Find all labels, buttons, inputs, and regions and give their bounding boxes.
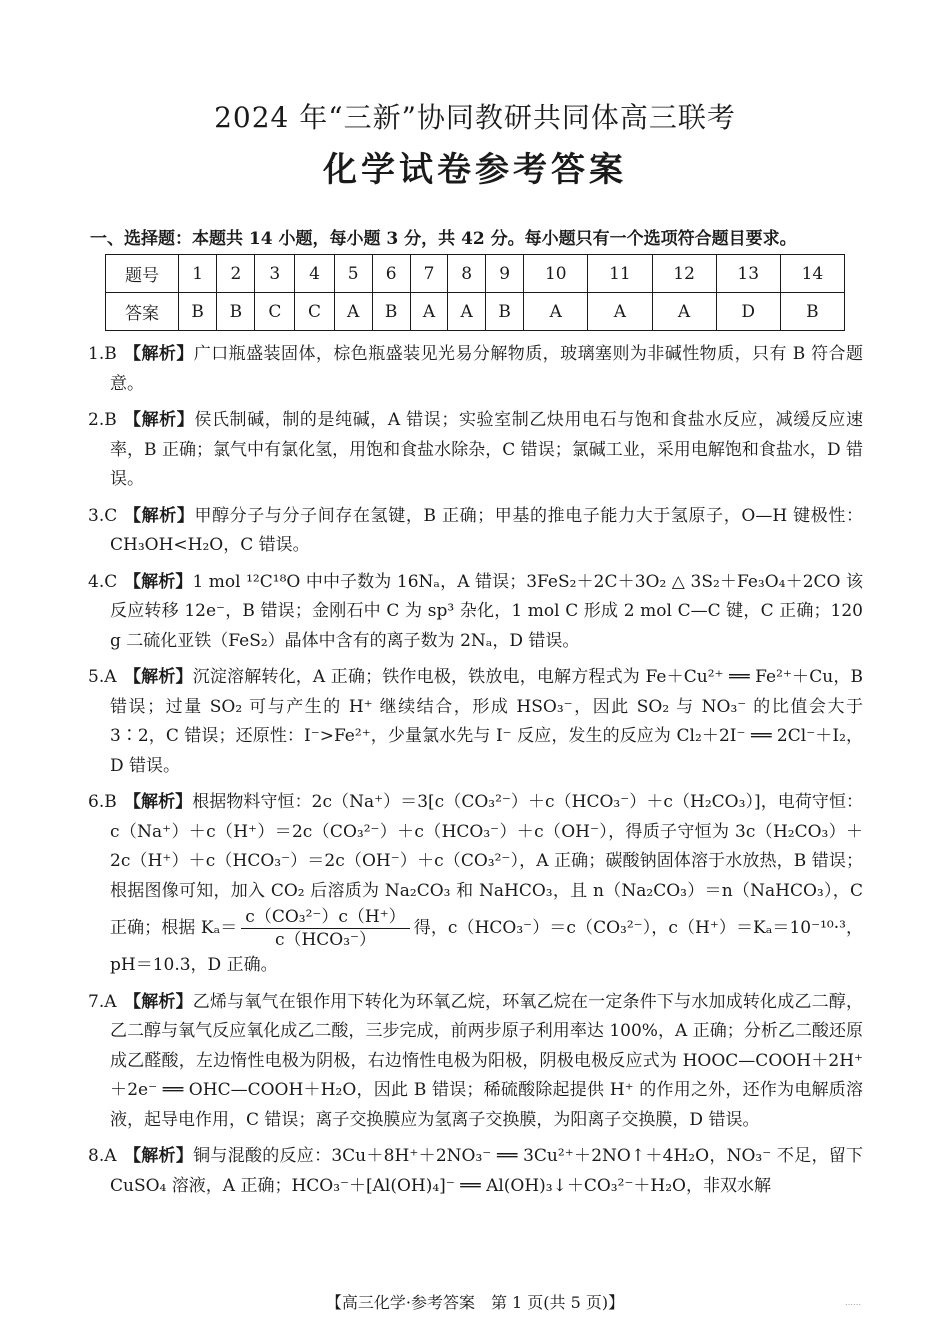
- table-cell: 3: [255, 255, 295, 293]
- page-footer: 【高三化学·参考答案 第 1 页(共 5 页)】: [325, 1293, 625, 1312]
- table-cell: A: [524, 293, 588, 331]
- row-label-answer: 答案: [106, 293, 179, 331]
- fraction-numerator: c（CO₃²⁻）c（H⁺）: [241, 906, 409, 929]
- table-cell: D: [716, 293, 780, 331]
- explanation-text: 沉淀溶解转化，A 正确；铁作电极，铁放电，电解方程式为 Fe＋Cu²⁺ ══ Fe²⁺＋Cu，B 错误；过量 SO₂ 可与产生的 H⁺ 继续结合，形成 HSO₃⁻，因此 SO₂ 与 NO₃⁻ 的比值会大于 3∶2，C 错误；还原性：I⁻>Fe²⁺，少量氯水先与 I⁻ 反应，发生的反应为 Cl₂＋2I⁻ ══ 2Cl⁻＋I₂，D 错误。: [110, 667, 863, 776]
- explanation-text-continued: 得，c（HCO₃⁻）＝c（CO₃²⁻），c（H⁺）＝Kₐ＝10⁻¹⁰·³，pH＝10.3，D 正确。: [110, 918, 863, 975]
- explanation-text: 根据物料守恒：2c（Na⁺）＝3[c（CO₃²⁻）＋c（HCO₃⁻）＋c（H₂CO₃）]，电荷守恒：c（Na⁺）＋c（H⁺）＝2c（CO₃²⁻）＋c（HCO₃⁻）＋c（OH⁻），得质子守恒为 3c（H₂CO₃）＋2c（H⁺）＋c（HCO₃⁻）＝2c（OH⁻）＋c（CO₃²⁻），A 正确；碳酸钠固体溶于水放热，B 错误；根据图像可知，加入 CO₂ 后溶质为 Na₂CO₃ 和 NaHCO₃，且 n（Na₂CO₃）＝n（NaHCO₃），C 正确；根据 Kₐ＝: [110, 792, 864, 938]
- table-cell: 13: [716, 255, 780, 293]
- table-cell: B: [485, 293, 523, 331]
- explanation-item: [88, 988, 863, 1136]
- explanation-item: [88, 788, 863, 981]
- table-cell: 8: [448, 255, 486, 293]
- explanation-text: 甲醇分子与分子间存在氢键，B 正确；甲基的推电子能力大于氢原子，O—H 键极性：CH₃OH<H₂O，C 错误。: [110, 505, 864, 555]
- corner-mark: ……: [845, 1298, 861, 1307]
- explanation-text: 铜与混酸的反应：3Cu＋8H⁺＋2NO₃⁻ ══ 3Cu²⁺＋2NO↑＋4H₂O，NO₃⁻ 不足，留下 CuSO₄ 溶液，A 正确；HCO₃⁻＋[Al(OH)₄]⁻ ══ Al(OH)₃↓＋CO₃²⁻＋H₂O，非双水解: [110, 1146, 863, 1196]
- analysis-tag: 【解析】: [124, 667, 193, 687]
- answer-table: [105, 254, 845, 331]
- ka-fraction: [241, 906, 409, 951]
- title-line1: 2024 年“三新”协同教研共同体高三联考: [214, 101, 736, 134]
- explanation-item: [88, 502, 863, 561]
- item-number: 5.A: [88, 667, 117, 687]
- table-cell: 1: [179, 255, 217, 293]
- table-cell: A: [588, 293, 652, 331]
- table-cell: 5: [334, 255, 372, 293]
- table-cell: B: [372, 293, 410, 331]
- explanation-text: 1 mol ¹²C¹⁸O 中中子数为 16Nₐ，A 错误；3FeS₂＋2C＋3O₂ △ 3S₂＋Fe₃O₄＋2CO 该反应转移 12e⁻，B 错误；金刚石中 C 为 sp³ 杂化，1 mol C 形成 2 mol C—C 键，C 正确；120 g 二硫化亚铁（FeS₂）晶体中含有的离子数为 2Nₐ，D 错误。: [110, 571, 864, 651]
- table-cell: A: [410, 293, 448, 331]
- item-number: 6.B: [88, 792, 117, 812]
- table-cell: 11: [588, 255, 652, 293]
- analysis-tag: 【解析】: [124, 410, 195, 430]
- explanation-text: 广口瓶盛装固体，棕色瓶盛装见光易分解物质，玻璃塞则为非碱性物质，只有 B 符合题意。: [110, 344, 863, 394]
- explanation-item: [88, 663, 863, 781]
- table-cell: A: [334, 293, 372, 331]
- analysis-tag: 【解析】: [124, 344, 194, 364]
- table-cell: 4: [295, 255, 335, 293]
- item-number: 3.C: [88, 505, 118, 526]
- table-row-answers: [106, 293, 845, 331]
- table-cell: A: [448, 293, 486, 331]
- table-cell: 6: [372, 255, 410, 293]
- table-cell: C: [255, 293, 295, 331]
- section-heading: 一、选择题：本题共 14 小题，每小题 3 分，共 42 分。每小题只有一个选项符合题目要求。: [90, 229, 797, 249]
- table-cell: C: [295, 293, 335, 331]
- explanation-text: 乙烯与氧气在银作用下转化为环氧乙烷，环氧乙烷在一定条件下与水加成转化成乙二醇，乙二醇与氧气反应氧化成乙二酸，三步完成，前两步原子利用率达 100%，A 正确；分析乙二酸还原成乙醛酸，左边惰性电极为阴极，右边惰性电极为阳极，阴极电极反应式为 HOOC—COOH＋2H⁺＋2e⁻ ══ OHC—COOH＋H₂O，因此 B 错误；稀硫酸除起提供 H⁺ 的作用之外，还作为电解质溶液，起导电作用，C 错误；离子交换膜应为氢离子交换膜，为阳离子交换膜，D 错误。: [110, 991, 864, 1130]
- table-cell: B: [179, 293, 217, 331]
- analysis-tag: 【解析】: [124, 991, 193, 1012]
- table-cell: 2: [217, 255, 255, 293]
- table-cell: 10: [524, 255, 588, 293]
- explanation-item: [88, 568, 863, 657]
- table-row-numbers: [106, 255, 845, 293]
- item-number: 2.B: [88, 410, 117, 430]
- table-cell: 7: [410, 255, 448, 293]
- explanation-item: [88, 406, 863, 495]
- item-number: 1.B: [88, 344, 117, 364]
- item-number: 4.C: [88, 571, 118, 592]
- analysis-tag: 【解析】: [124, 792, 193, 812]
- item-number: 7.A: [88, 991, 117, 1012]
- explanation-list: [88, 340, 863, 1208]
- row-label-number: 题号: [106, 255, 179, 293]
- explanation-text: 侯氏制碱，制的是纯碱，A 错误；实验室制乙炔用电石与饱和食盐水反应，减缓反应速率，B 正确；氯气中有氯化氢，用饱和食盐水除杂，C 错误；氯碱工业，采用电解饱和食盐水，D 错误。: [110, 410, 863, 489]
- table-cell: 12: [652, 255, 716, 293]
- analysis-tag: 【解析】: [124, 505, 195, 526]
- table-cell: A: [652, 293, 716, 331]
- title-line2: 化学试卷参考答案: [323, 150, 627, 190]
- table-cell: B: [217, 293, 255, 331]
- table-cell: B: [780, 293, 844, 331]
- explanation-item: [88, 1142, 863, 1201]
- fraction-denominator: c（HCO₃⁻）: [274, 930, 377, 950]
- table-cell: 14: [780, 255, 844, 293]
- analysis-tag: 【解析】: [124, 571, 193, 592]
- table-cell: 9: [485, 255, 523, 293]
- item-number: 8.A: [88, 1146, 117, 1166]
- analysis-tag: 【解析】: [124, 1146, 194, 1166]
- explanation-item: [88, 340, 863, 399]
